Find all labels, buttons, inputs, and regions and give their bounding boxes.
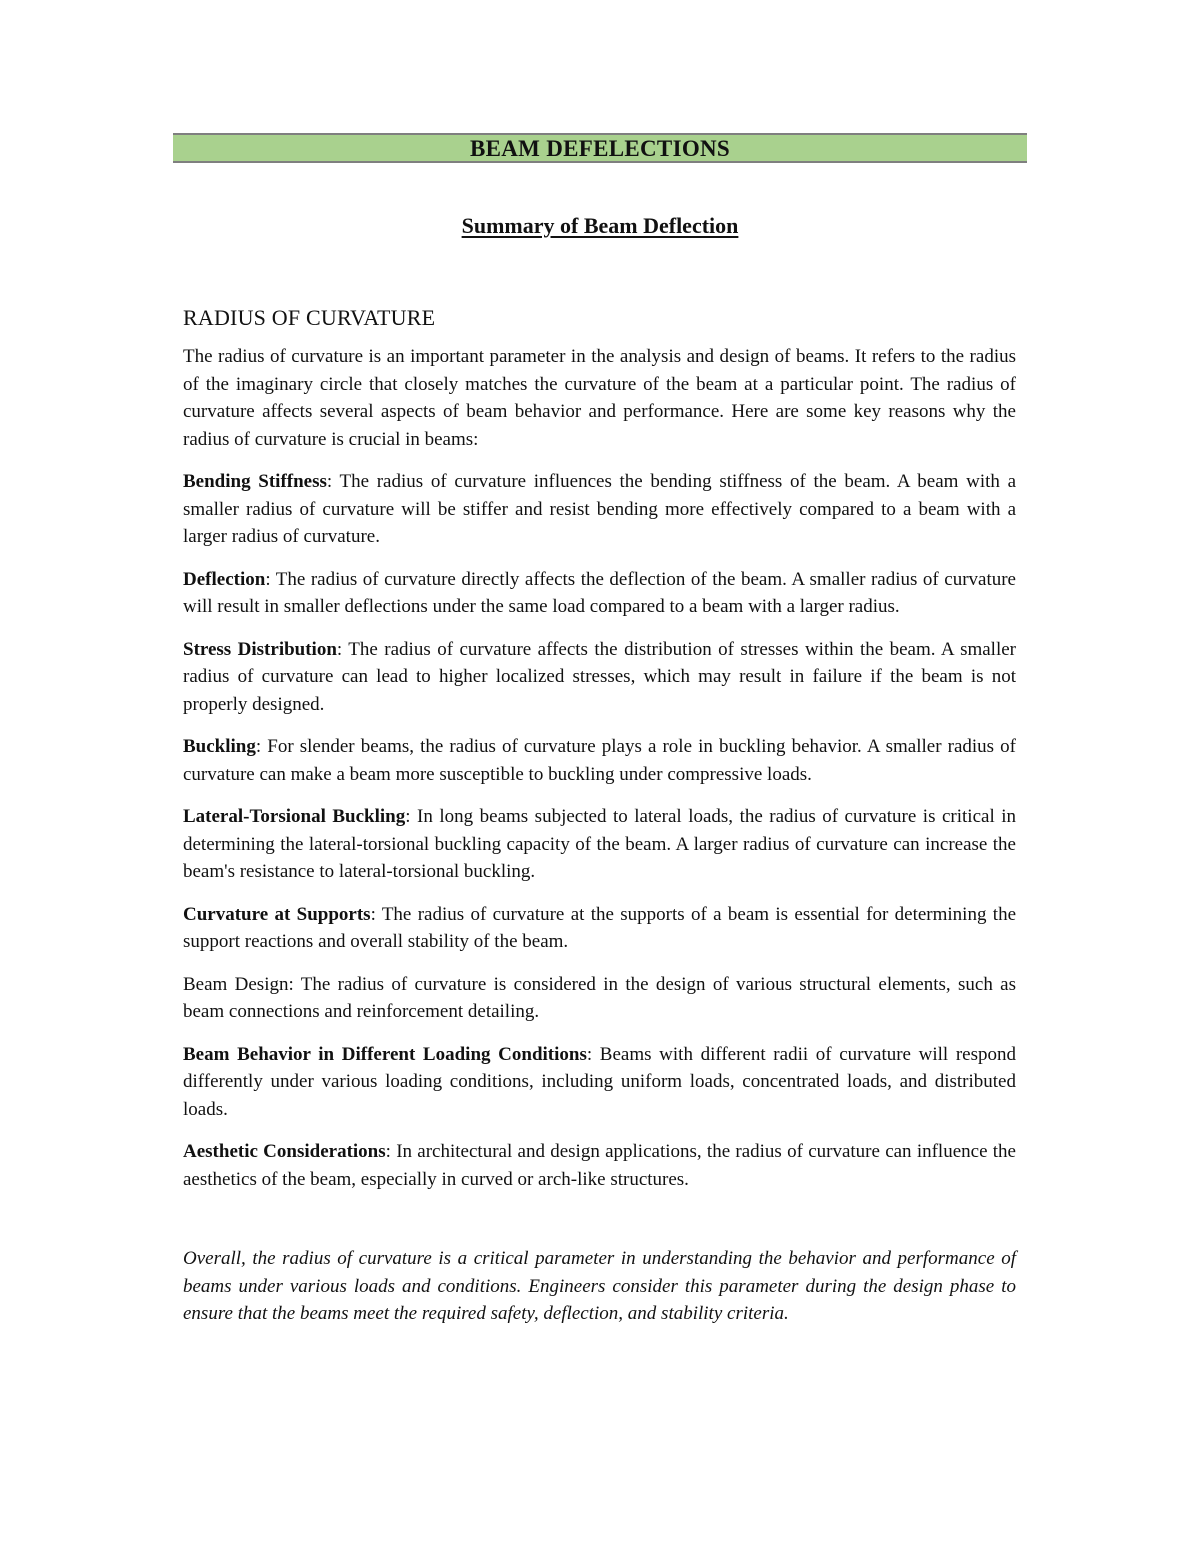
document-subtitle: Summary of Beam Deflection [461, 213, 739, 238]
point-term: Bending Stiffness [183, 471, 327, 492]
document-body [183, 305, 1016, 1347]
point-term: Beam Behavior in Different Loading Conditions [183, 1043, 587, 1065]
point-term: Curvature at Supports [183, 903, 371, 925]
point-term: Deflection [183, 568, 266, 590]
point-text: : In architectural and design applications, the radius of curvature can influence the aesthetics of the beam, especially in curved or arch-like structures. [183, 1141, 1016, 1190]
point-aesthetic-considerations [183, 1138, 1016, 1193]
intro-paragraph: The radius of curvature is an important parameter in the analysis and design of beams. It refers to the radius of the imaginary circle that closely matches the curvature of the beam at a particular point. The radius of curvature affects several aspects of beam behavior and performance. Here are some key reasons why the radius of curvature is crucial in beams: [183, 346, 1016, 450]
point-stress-distribution [183, 636, 1016, 719]
conclusion-paragraph: Overall, the radius of curvature is a critical parameter in understanding the behavior and performance of beams under various loads and conditions. Engineers consider this parameter during the design phase to ensure that the beams meet the required safety, deflection, and stability criteria. [183, 1248, 1016, 1324]
section-heading: RADIUS OF CURVATURE [183, 305, 436, 330]
point-lateral-torsional-buckling [183, 803, 1016, 886]
point-curvature-at-supports [183, 901, 1016, 956]
point-buckling [183, 733, 1016, 788]
point-term: Aesthetic Considerations [183, 1141, 386, 1162]
point-deflection [183, 566, 1016, 621]
point-term: Lateral-Torsional Buckling [183, 806, 406, 827]
point-bending-stiffness [183, 468, 1016, 551]
point-text: : Beams with different radii of curvature will respond differently under various loading conditions, including uniform loads, concentrated loads, and distributed loads. [183, 1043, 1016, 1120]
point-term: Buckling [183, 736, 256, 757]
point-text: : In long beams subjected to lateral loads, the radius of curvature is critical in determining the lateral-torsional buckling capacity of the beam. A larger radius of curvature can increase the beam's resistance to lateral-torsional buckling. [183, 806, 1017, 882]
point-term: Stress Distribution [183, 638, 337, 660]
point-text: : The radius of curvature directly affects the deflection of the beam. A smaller radius of curvature will result in smaller deflections under the same load compared to a beam with a larger radius. [183, 568, 1016, 617]
point-text: : The radius of curvature influences the bending stiffness of the beam. A beam with a smaller radius of curvature will be stiffer and resist bending more effectively compared to a beam with a larger radius of curvature. [183, 471, 1016, 547]
point-text: : The radius of curvature affects the distribution of stresses within the beam. A smaller radius of curvature can lead to higher localized stresses, which may result in failure if the beam is not properly designed. [183, 638, 1016, 715]
point-text: : For slender beams, the radius of curvature plays a role in buckling behavior. A smaller radius of curvature can make a beam more susceptible to buckling under compressive loads. [183, 736, 1016, 785]
point-beam-design: Beam Design: The radius of curvature is considered in the design of various structural elements, such as beam connections and reinforcement detailing. [183, 973, 1016, 1022]
banner-title: BEAM DEFELECTIONS [173, 133, 1027, 163]
point-text: : The radius of curvature at the supports of a beam is essential for determining the support reactions and overall stability of the beam. [183, 903, 1017, 952]
point-beam-behavior-loading [183, 1041, 1016, 1124]
